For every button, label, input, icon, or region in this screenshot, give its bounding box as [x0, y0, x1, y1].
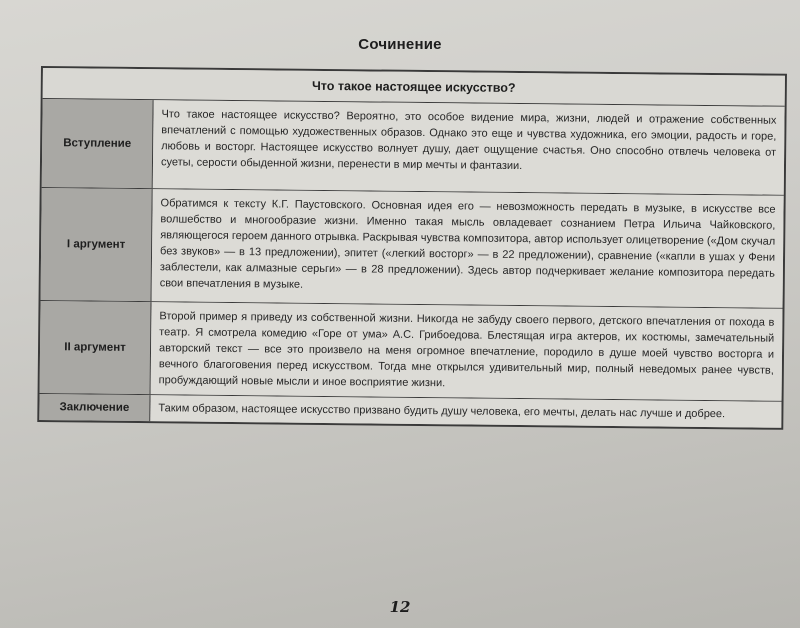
row-label-introduction: Вступление — [42, 99, 154, 188]
row-label-argument-1: I аргумент — [41, 188, 153, 301]
table-row — [41, 188, 784, 309]
row-text-introduction: Что такое настоящее искусство? Вероятно, это особое видение мира, жизни, людей и отражение собственных впечатлений с помощью художественных образов. Однако это еще и чувства художника, его эмоции, радость и горе, любовь и восторг. Настоящее искусство волнует душу, дает ощущение счастья. Оно способно отвлечь человека от суеты, серости обыденной жизни, перенести в мир мечты и фантазии. — [153, 100, 785, 195]
page-title: Сочинение — [358, 36, 442, 53]
row-text-argument-1: Обратимся к тексту К.Г. Паустовского. Основная идея его — невозможность передать в музыке, в искусстве все волшебство и многообразие жизни. Именно такая мысль овладевает сознанием Петра Ильича Чайковского, являющегося героем данного отрывка. Раскрывая чувства композитора, автор использует олицетворение («Дом скучал без звуков» — в 13 предложении), эпитет («легкий восторг» — в 22 предложении), сравнение («капли в ушах у Фени заблестели, как алмазные серьги» — в 28 предложении). Здесь автор подчеркивает желание композитора передать свои впечатления в музыке. — [152, 189, 784, 308]
row-label-conclusion: Заключение — [39, 394, 150, 421]
table-row — [40, 301, 783, 402]
row-text-conclusion: Таким образом, настоящее искусство призвано будить душу человека, его мечты, делать нас лучше и добрее. — [150, 395, 781, 428]
table-header: Что такое настоящее искусство? — [43, 68, 785, 107]
essay-table — [37, 66, 787, 430]
row-text-argument-2: Второй пример я приведу из собственной жизни. Никогда не забуду своего первого, детского впечатления от похода в театр. Я смотрела комедию «Горе от ума» А.С. Грибоедова. Блестящая игра актеров, их костюмы, замечательный авторский текст — все это произвело на меня огромное впечатление, породило в душе моей чувство восторга и вечного благоговения перед искусством. Тогда мне открылся удивительный мир, полный неведомых ранее чувств, пробуждающий новые мысли и иное восприятие жизни. — [151, 302, 783, 401]
row-label-argument-2: II аргумент — [40, 301, 152, 394]
table-row — [42, 99, 785, 196]
page-number: 12 — [389, 598, 411, 616]
